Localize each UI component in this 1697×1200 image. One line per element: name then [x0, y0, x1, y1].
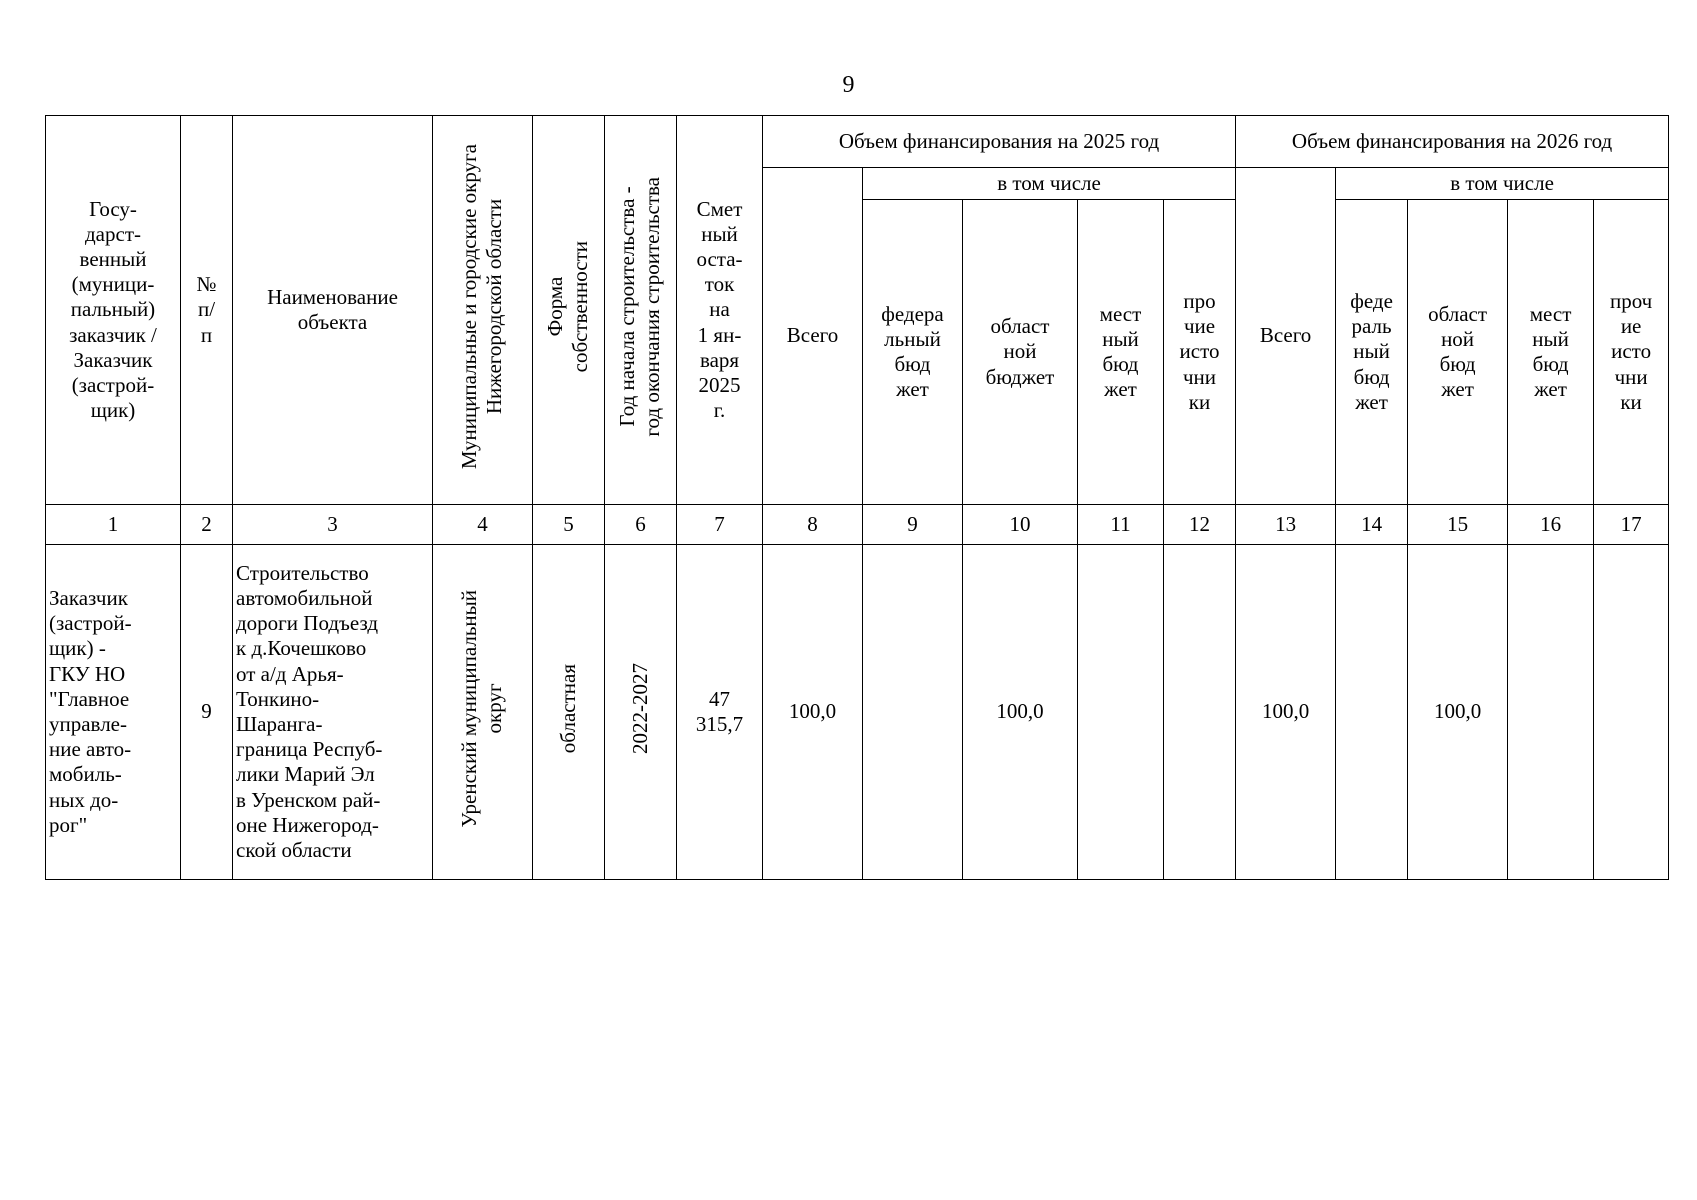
- column-number: 11: [1078, 505, 1164, 545]
- cell-index: 9: [181, 545, 233, 880]
- header-object-name: Наименование объекта: [233, 116, 433, 505]
- column-number: 4: [433, 505, 533, 545]
- cell-customer: Заказчик (застрой- щик) - ГКУ НО "Главное управле- ние авто- мобиль- ных до- рог": [46, 545, 181, 880]
- cell-object-name: Строительство автомобильной дороги Подъезд к д.Кочешково от а/д Арья- Тонкино- Шаранга- граница Респуб- лики Марий Эл в Уренском рай- оне Нижегород- ской области: [233, 545, 433, 880]
- column-numbers-row: [46, 505, 1669, 545]
- column-number: 10: [963, 505, 1078, 545]
- column-number: 16: [1508, 505, 1594, 545]
- cell-estimate: 47 315,7: [677, 545, 763, 880]
- header-fin-2026: Объем финансирования на 2026 год: [1236, 116, 1669, 168]
- column-number: 12: [1164, 505, 1236, 545]
- cell-other-2025: [1164, 545, 1236, 880]
- header-regional-2025: област ной бюджет: [963, 200, 1078, 505]
- cell-ownership: областная: [555, 664, 580, 754]
- header-including-2025: в том числе: [863, 168, 1236, 200]
- column-number: 1: [46, 505, 181, 545]
- cell-other-2026: [1594, 545, 1669, 880]
- column-number: 14: [1336, 505, 1408, 545]
- column-number: 7: [677, 505, 763, 545]
- page-number: 9: [842, 72, 855, 98]
- header-including-2026: в том числе: [1336, 168, 1669, 200]
- cell-local-2025: [1078, 545, 1164, 880]
- column-number: 5: [533, 505, 605, 545]
- header-total-2025: Всего: [763, 168, 863, 505]
- column-number: 3: [233, 505, 433, 545]
- cell-total-2025: 100,0: [763, 545, 863, 880]
- column-number: 2: [181, 505, 233, 545]
- header-other-2026: проч ие исто чни ки: [1594, 200, 1669, 505]
- header-fin-2025: Объем финансирования на 2025 год: [763, 116, 1236, 168]
- cell-years: 2022-2027: [627, 663, 652, 755]
- cell-total-2026: 100,0: [1236, 545, 1336, 880]
- header-municipal: Муниципальные и городские округа Нижегородской области: [457, 144, 507, 470]
- header-other-2025: про чие исто чни ки: [1164, 200, 1236, 505]
- cell-local-2026: [1508, 545, 1594, 880]
- column-number: 17: [1594, 505, 1669, 545]
- financing-table: [45, 115, 1669, 880]
- header-local-2026: мест ный бюд жет: [1508, 200, 1594, 505]
- header-years: Год начала строительства - год окончания строительства: [615, 177, 665, 437]
- header-customer: Госу- дарст- венный (муници- пальный) заказчик / Заказчик (застрой- щик): [46, 116, 181, 505]
- header-ownership-cell: [533, 116, 605, 505]
- header-ownership: Форма собственности: [543, 241, 593, 373]
- column-number: 8: [763, 505, 863, 545]
- header-federal-2025: федера льный бюд жет: [863, 200, 963, 505]
- cell-federal-2025: [863, 545, 963, 880]
- column-number: 6: [605, 505, 677, 545]
- header-years-cell: [605, 116, 677, 505]
- column-number: 9: [863, 505, 963, 545]
- cell-municipal-cell: [433, 545, 533, 880]
- header-federal-2026: феде раль ный бюд жет: [1336, 200, 1408, 505]
- cell-years-cell: [605, 545, 677, 880]
- cell-federal-2026: [1336, 545, 1408, 880]
- cell-ownership-cell: [533, 545, 605, 880]
- header-total-2026: Всего: [1236, 168, 1336, 505]
- column-number: 15: [1408, 505, 1508, 545]
- cell-municipal: Уренский муниципальный округ: [457, 590, 507, 828]
- header-row-1: [46, 116, 1669, 168]
- cell-regional-2025: 100,0: [963, 545, 1078, 880]
- header-municipal-cell: [433, 116, 533, 505]
- table-row: [46, 545, 1669, 880]
- header-index: № п/ п: [181, 116, 233, 505]
- cell-regional-2026: 100,0: [1408, 545, 1508, 880]
- header-regional-2026: област ной бюд жет: [1408, 200, 1508, 505]
- header-estimate: Смет ный оста- ток на 1 ян- варя 2025 г.: [677, 116, 763, 505]
- column-number: 13: [1236, 505, 1336, 545]
- header-local-2025: мест ный бюд жет: [1078, 200, 1164, 505]
